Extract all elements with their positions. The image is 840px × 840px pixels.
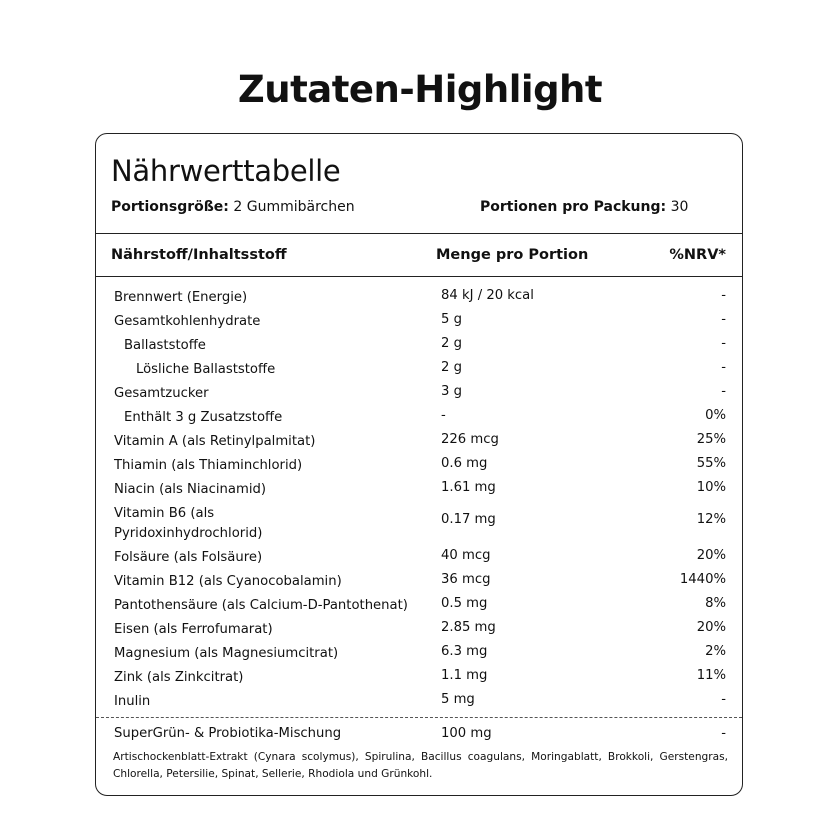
nutrient-amount: 2.85 mg bbox=[441, 620, 496, 635]
page-title: Zutaten-Highlight bbox=[237, 68, 603, 111]
nutrient-name: Ballaststoffe bbox=[124, 338, 206, 353]
nutrient-amount: 0.17 mg bbox=[441, 512, 496, 527]
nutrient-nrv: - bbox=[721, 336, 726, 351]
nutrient-amount: 0.5 mg bbox=[441, 596, 488, 611]
nutrient-amount: 2 g bbox=[441, 360, 462, 375]
nutrient-amount: 36 mcg bbox=[441, 572, 491, 587]
nutrition-table-card bbox=[95, 133, 743, 796]
nutrient-name: Gesamtkohlenhydrate bbox=[114, 314, 261, 329]
nutrient-amount: 226 mcg bbox=[441, 432, 499, 447]
servings-per-pack bbox=[480, 199, 688, 215]
nutrient-nrv: 11% bbox=[696, 668, 726, 683]
nutrient-name: Thiamin (als Thiaminchlorid) bbox=[114, 458, 303, 473]
divider bbox=[96, 233, 742, 234]
table-row bbox=[96, 498, 742, 542]
nutrient-name: Eisen (als Ferrofumarat) bbox=[114, 622, 273, 637]
nutrient-name: Brennwert (Energie) bbox=[114, 290, 248, 305]
nutrient-nrv: - bbox=[721, 288, 726, 303]
nutrient-nrv: 55% bbox=[696, 456, 726, 471]
table-row bbox=[96, 354, 742, 378]
dashed-divider bbox=[96, 717, 742, 718]
nutrient-amount: 1.61 mg bbox=[441, 480, 496, 495]
table-row bbox=[96, 638, 742, 662]
nutrient-name: Folsäure (als Folsäure) bbox=[114, 550, 263, 565]
table-row bbox=[96, 590, 742, 614]
table-row bbox=[96, 662, 742, 686]
blend-name: SuperGrün- & Probiotika-Mischung bbox=[114, 726, 342, 741]
nutrient-nrv: 25% bbox=[696, 432, 726, 447]
nutrient-nrv: 0% bbox=[705, 408, 726, 423]
table-row bbox=[96, 686, 742, 710]
table-row bbox=[96, 542, 742, 566]
servings-value: 30 bbox=[670, 199, 689, 215]
nutrient-name: Vitamin B12 (als Cyanocobalamin) bbox=[114, 574, 342, 589]
table-row bbox=[96, 330, 742, 354]
divider bbox=[96, 276, 742, 277]
serving-size bbox=[111, 199, 355, 215]
table-row bbox=[96, 614, 742, 638]
nutrient-nrv: 2% bbox=[705, 644, 726, 659]
nutrient-nrv: 20% bbox=[696, 548, 726, 563]
nutrient-amount: - bbox=[441, 408, 446, 423]
nutrient-nrv: - bbox=[721, 312, 726, 327]
table-row bbox=[96, 378, 742, 402]
blend-ingredients: Artischockenblatt-Extrakt (Cynara scolymus), Spirulina, Bacillus coagulans, Moringablatt, Brokkoli, Gerstengras, Chlorella, Petersilie, Spinat, Sellerie, Rhodiola und Grünkohl. bbox=[113, 751, 728, 780]
table-row bbox=[96, 306, 742, 330]
table-row bbox=[96, 566, 742, 590]
table-row bbox=[96, 474, 742, 498]
nutrient-amount: 5 mg bbox=[441, 692, 475, 707]
servings-label: Portionen pro Packung: bbox=[480, 199, 667, 215]
table-row bbox=[96, 402, 742, 426]
nutrient-rows bbox=[96, 282, 742, 710]
nutrient-nrv: - bbox=[721, 692, 726, 707]
nutrient-name: Gesamtzucker bbox=[114, 386, 209, 401]
nutrient-amount: 84 kJ / 20 kcal bbox=[441, 288, 534, 303]
table-heading: Nährwerttabelle bbox=[111, 154, 341, 188]
nutrient-amount: 6.3 mg bbox=[441, 644, 488, 659]
table-row bbox=[96, 450, 742, 474]
nutrient-name: Zink (als Zinkcitrat) bbox=[114, 670, 244, 685]
column-header-nutrient: Nährstoff/Inhaltsstoff bbox=[111, 247, 287, 263]
nutrient-name-line-2: Pyridoxinhydrochlorid) bbox=[114, 526, 263, 541]
column-header-amount: Menge pro Portion bbox=[436, 247, 589, 263]
nutrient-nrv: 1440% bbox=[679, 572, 726, 587]
nutrient-amount: 1.1 mg bbox=[441, 668, 488, 683]
nutrient-name: Lösliche Ballaststoffe bbox=[136, 362, 276, 377]
table-row bbox=[96, 282, 742, 306]
serving-size-value: 2 Gummibärchen bbox=[233, 199, 355, 215]
blend-nrv: - bbox=[721, 726, 726, 741]
serving-size-label: Portionsgröße: bbox=[111, 199, 229, 215]
column-header-nrv: %NRV* bbox=[669, 247, 726, 263]
nutrient-nrv: 8% bbox=[705, 596, 726, 611]
nutrient-amount: 5 g bbox=[441, 312, 462, 327]
nutrient-amount: 2 g bbox=[441, 336, 462, 351]
nutrient-amount: 0.6 mg bbox=[441, 456, 488, 471]
nutrient-nrv: 10% bbox=[696, 480, 726, 495]
nutrient-name: Enthält 3 g Zusatzstoffe bbox=[124, 410, 283, 425]
nutrient-name: Magnesium (als Magnesiumcitrat) bbox=[114, 646, 339, 661]
nutrient-name: Inulin bbox=[114, 694, 151, 709]
nutrient-amount: 3 g bbox=[441, 384, 462, 399]
nutrient-amount: 40 mcg bbox=[441, 548, 491, 563]
nutrient-nrv: - bbox=[721, 384, 726, 399]
nutrient-name bbox=[114, 504, 262, 544]
nutrient-name: Vitamin A (als Retinylpalmitat) bbox=[114, 434, 316, 449]
nutrient-name: Niacin (als Niacinamid) bbox=[114, 482, 267, 497]
nutrient-name: Pantothensäure (als Calcium-D-Pantothenat) bbox=[114, 598, 408, 613]
nutrient-nrv: 20% bbox=[696, 620, 726, 635]
nutrient-nrv: 12% bbox=[696, 512, 726, 527]
blend-amount: 100 mg bbox=[441, 726, 492, 741]
nutrient-nrv: - bbox=[721, 360, 726, 375]
table-row bbox=[96, 426, 742, 450]
nutrient-name-line-1: Vitamin B6 (als bbox=[114, 506, 215, 521]
